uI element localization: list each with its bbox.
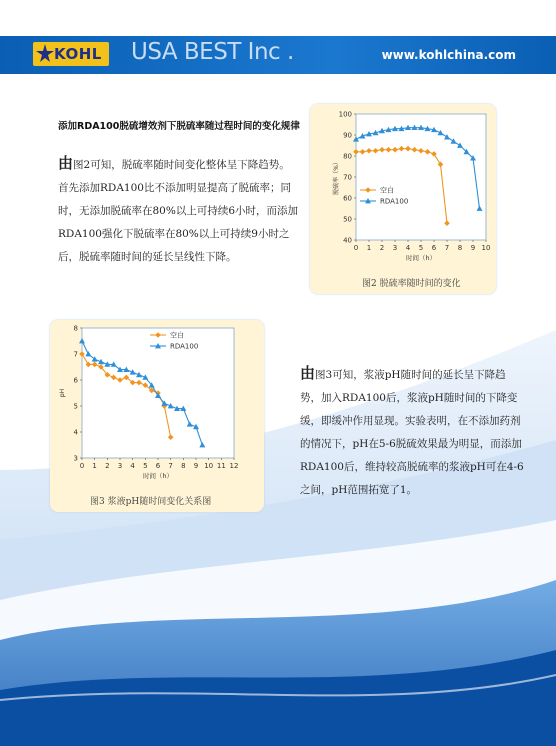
- paragraph-text: 图3可知，浆液pH随时间的延长呈下降趋势，加入RDA100后，浆液pH随时间的下降变缓，即缓冲作用显现。实验表明，在不添加药剂的情况下，pH在5-6脱硫效果最为明显，而添加RDA100后，维持较高脱硫率的浆液pH可在4-6之间，pH范围拓宽了1。: [300, 369, 524, 496]
- x-tick-label: 5: [418, 244, 424, 252]
- y-tick-label: 100: [338, 110, 352, 119]
- x-axis-label: 时间（h）: [142, 472, 174, 480]
- y-axis-label: 脱硫率（%）: [333, 159, 340, 195]
- x-axis-label: 时间（h）: [405, 254, 437, 262]
- y-tick-label: 70: [343, 173, 352, 182]
- x-tick-label: 9: [470, 244, 476, 252]
- x-tick-label: 8: [457, 244, 463, 252]
- x-tick-label: 7: [444, 244, 450, 252]
- x-tick-label: 3: [392, 244, 398, 252]
- x-tick-label: 12: [229, 462, 239, 470]
- x-tick-label: 4: [405, 244, 411, 252]
- x-tick-label: 2: [379, 244, 385, 252]
- y-tick-label: 50: [343, 215, 352, 224]
- x-tick-label: 10: [481, 244, 491, 252]
- x-tick-label: 3: [117, 462, 123, 470]
- x-tick-label: 10: [204, 462, 214, 470]
- x-tick-label: 0: [79, 462, 85, 470]
- x-tick-label: 6: [155, 462, 161, 470]
- x-tick-label: 1: [366, 244, 372, 252]
- x-tick-label: 8: [181, 462, 186, 470]
- x-tick-label: 6: [431, 244, 437, 252]
- legend-label: RDA100: [170, 342, 199, 351]
- paragraph-2: [300, 362, 524, 502]
- chart-desulfurization: [310, 104, 496, 272]
- dropcap: 由: [300, 364, 316, 382]
- legend-label: RDA100: [380, 197, 409, 206]
- y-tick-label: 3: [73, 454, 78, 463]
- x-tick-label: 2: [105, 462, 110, 470]
- legend-label: 空白: [170, 331, 184, 340]
- paragraph-text: 图2可知，脱硫率随时间变化整体呈下降趋势。首先添加RDA100比不添加明显提高了脱硫率；同时，无添加脱硫率在80%以上可持续6小时，而添加RDA100强化下脱硫率在80%以上可持续9小时之后，脱硫率随时间的延长呈线性下降。: [58, 159, 299, 263]
- logo-text: KOHL: [54, 45, 102, 63]
- article-headline: 添加RDA100脱硫增效剂下脱硫率随过程时间的变化规律: [58, 121, 300, 132]
- y-tick-label: 90: [343, 131, 352, 140]
- legend-label: 空白: [380, 186, 394, 195]
- figure-caption: 图2 脱硫率随时间的变化: [362, 279, 461, 289]
- y-tick-label: 7: [73, 350, 78, 359]
- logo-star-icon: [36, 44, 54, 64]
- figure-3-card: [50, 320, 264, 512]
- x-tick-label: 1: [92, 462, 97, 470]
- y-tick-label: 5: [73, 402, 78, 411]
- paragraph-1: [58, 152, 300, 269]
- x-tick-label: 4: [130, 462, 135, 470]
- figure-2-card: [310, 104, 496, 294]
- website-link[interactable]: www.kohlchina.com: [381, 48, 516, 62]
- dropcap: 由: [58, 154, 74, 172]
- y-tick-label: 60: [343, 194, 352, 203]
- x-tick-label: 0: [353, 244, 359, 252]
- x-tick-label: 11: [216, 462, 226, 470]
- y-axis-label: pH: [59, 388, 66, 398]
- y-tick-label: 80: [343, 152, 352, 161]
- figure-caption: 图3 浆液pH随时间变化关系图: [90, 497, 212, 507]
- x-tick-label: 7: [168, 462, 173, 470]
- x-tick-label: 9: [193, 462, 199, 470]
- chart-ph: [50, 320, 264, 480]
- y-tick-label: 6: [73, 376, 78, 385]
- x-tick-label: 5: [143, 462, 148, 470]
- y-tick-label: 4: [73, 428, 78, 437]
- y-tick-label: 40: [343, 236, 352, 245]
- brand-name: USA BEST Inc .: [131, 39, 294, 65]
- y-tick-label: 8: [73, 324, 78, 333]
